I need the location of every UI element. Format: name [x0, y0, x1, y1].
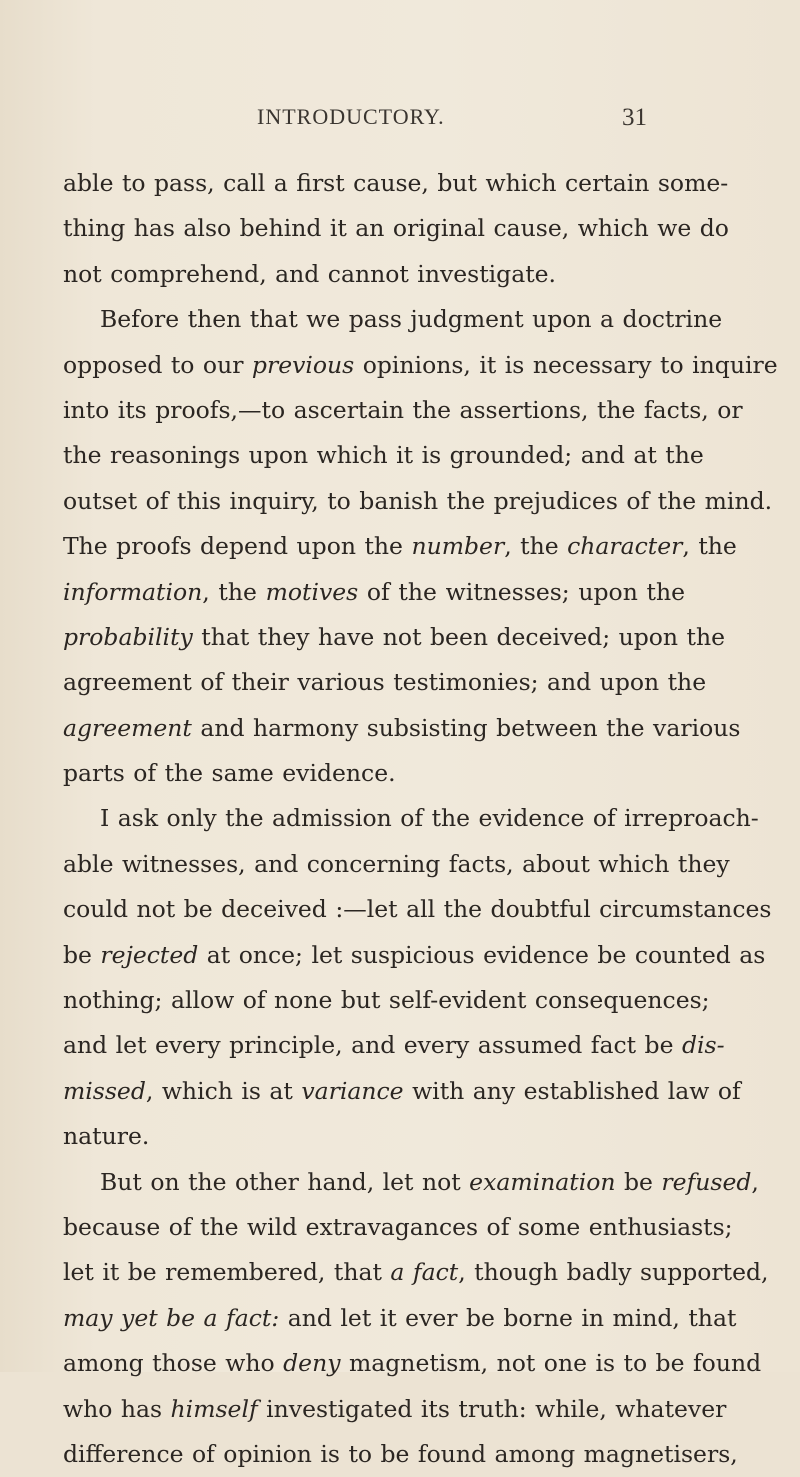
body-text: [63, 161, 778, 1477]
running-head: [0, 104, 800, 138]
text-line: [63, 887, 772, 932]
text-run: ,: [751, 1167, 759, 1196]
text-run: The proofs depend upon the: [63, 532, 412, 561]
text-run: nature.: [63, 1122, 150, 1151]
italic-run: may yet be a fact:: [63, 1303, 280, 1332]
text-line: [63, 842, 730, 887]
text-run: , though badly supported,: [458, 1258, 769, 1287]
text-run: Before then that we pass judgment upon a doctrine: [100, 305, 723, 334]
text-run: magnetism, not one is to be found: [340, 1349, 762, 1378]
text-line: [63, 1069, 741, 1114]
text-run: nothing; allow of none but self-evident consequences;: [63, 986, 710, 1015]
text-line: [63, 252, 685, 297]
text-line: [63, 706, 741, 751]
text-run: of the witnesses; upon the: [358, 577, 685, 606]
text-run: among those who: [63, 1349, 284, 1378]
text-run: into its proofs,—to ascertain the assertions, the facts, or: [63, 395, 743, 424]
text-line: [63, 343, 778, 388]
text-run: opposed to our: [63, 350, 252, 379]
text-run: , which is at: [145, 1076, 302, 1105]
italic-run: number: [411, 532, 505, 561]
text-line: [63, 433, 704, 478]
italic-run: himself: [170, 1394, 258, 1423]
text-line: [63, 615, 726, 660]
text-line: [63, 1250, 769, 1295]
text-line: [63, 1387, 727, 1432]
text-line: [63, 524, 737, 569]
text-line: [63, 1205, 733, 1250]
text-line: [63, 388, 743, 433]
text-run: be: [63, 940, 101, 969]
italic-run: dis-: [681, 1031, 725, 1060]
text-line: [63, 1114, 685, 1159]
text-run: I ask only the admission of the evidence of irreproach-: [100, 804, 759, 833]
text-run: investigated its truth: while, whatever: [257, 1394, 727, 1423]
text-run: , the: [504, 532, 568, 561]
italic-run: information: [63, 577, 203, 606]
page-number: 31: [622, 104, 647, 131]
text-run: be: [615, 1167, 662, 1196]
italic-run: examination: [469, 1167, 616, 1196]
text-line: [63, 570, 685, 615]
text-run: at once; let suspicious evidence be counted as: [198, 940, 766, 969]
text-run: with any established law of: [403, 1076, 741, 1105]
paragraph-first-line: [63, 1160, 759, 1205]
text-line: [63, 161, 729, 206]
text-run: difference of opinion is to be found among magnetisers,: [63, 1439, 738, 1468]
text-line: [63, 206, 729, 251]
paragraph-first-line: [63, 297, 723, 342]
text-run: not comprehend, and cannot investigate.: [63, 259, 557, 288]
italic-run: probability: [63, 622, 193, 651]
text-line: [63, 751, 685, 796]
text-line: [63, 978, 710, 1023]
text-run: let it be remembered, that: [63, 1258, 391, 1287]
text-run: and let it ever be borne in mind, that: [279, 1303, 737, 1332]
text-run: , the: [202, 577, 266, 606]
text-line: [63, 1341, 762, 1386]
text-line: [63, 1023, 725, 1068]
text-run: and let every principle, and every assumed fact be: [63, 1031, 682, 1060]
running-head-title: INTRODUCTORY.: [257, 104, 445, 129]
italic-run: character: [567, 532, 683, 561]
text-line: [63, 1296, 737, 1341]
text-run: able witnesses, and concerning facts, about which they: [63, 849, 730, 878]
text-run: opinions, it is necessary to inquire: [354, 350, 778, 379]
text-run: and harmony subsisting between the various: [191, 713, 741, 742]
italic-run: agreement: [63, 713, 192, 742]
italic-run: a fact: [390, 1258, 459, 1287]
text-run: able to pass, call a first cause, but which certain some-: [63, 169, 729, 197]
text-line: [63, 660, 707, 705]
italic-run: motives: [265, 577, 359, 606]
paragraph-first-line: [63, 796, 759, 841]
italic-run: refused: [661, 1167, 752, 1196]
italic-run: missed: [63, 1076, 146, 1105]
text-line: [63, 479, 773, 524]
italic-run: variance: [301, 1076, 404, 1105]
text-run: agreement of their various testimonies; and upon the: [63, 668, 707, 697]
text-run: because of the wild extravagances of some enthusiasts;: [63, 1212, 733, 1241]
text-line: [63, 1432, 738, 1477]
italic-run: deny: [283, 1349, 341, 1378]
text-run: outset of this inquiry, to banish the prejudices of the mind.: [63, 486, 773, 515]
text-run: could not be deceived :—let all the doubtful circumstances: [63, 895, 772, 924]
text-run: , the: [682, 532, 737, 561]
text-run: But on the other hand, let not: [100, 1167, 470, 1196]
text-run: thing has also behind it an original cause, which we do: [63, 214, 729, 243]
text-run: who has: [63, 1394, 171, 1423]
text-run: the reasonings upon which it is grounded; and at the: [63, 441, 704, 470]
text-run: parts of the same evidence.: [63, 759, 396, 788]
text-line: [63, 933, 766, 978]
italic-run: previous: [251, 350, 355, 379]
text-run: that they have not been deceived; upon the: [192, 622, 726, 651]
italic-run: rejected: [100, 940, 199, 969]
